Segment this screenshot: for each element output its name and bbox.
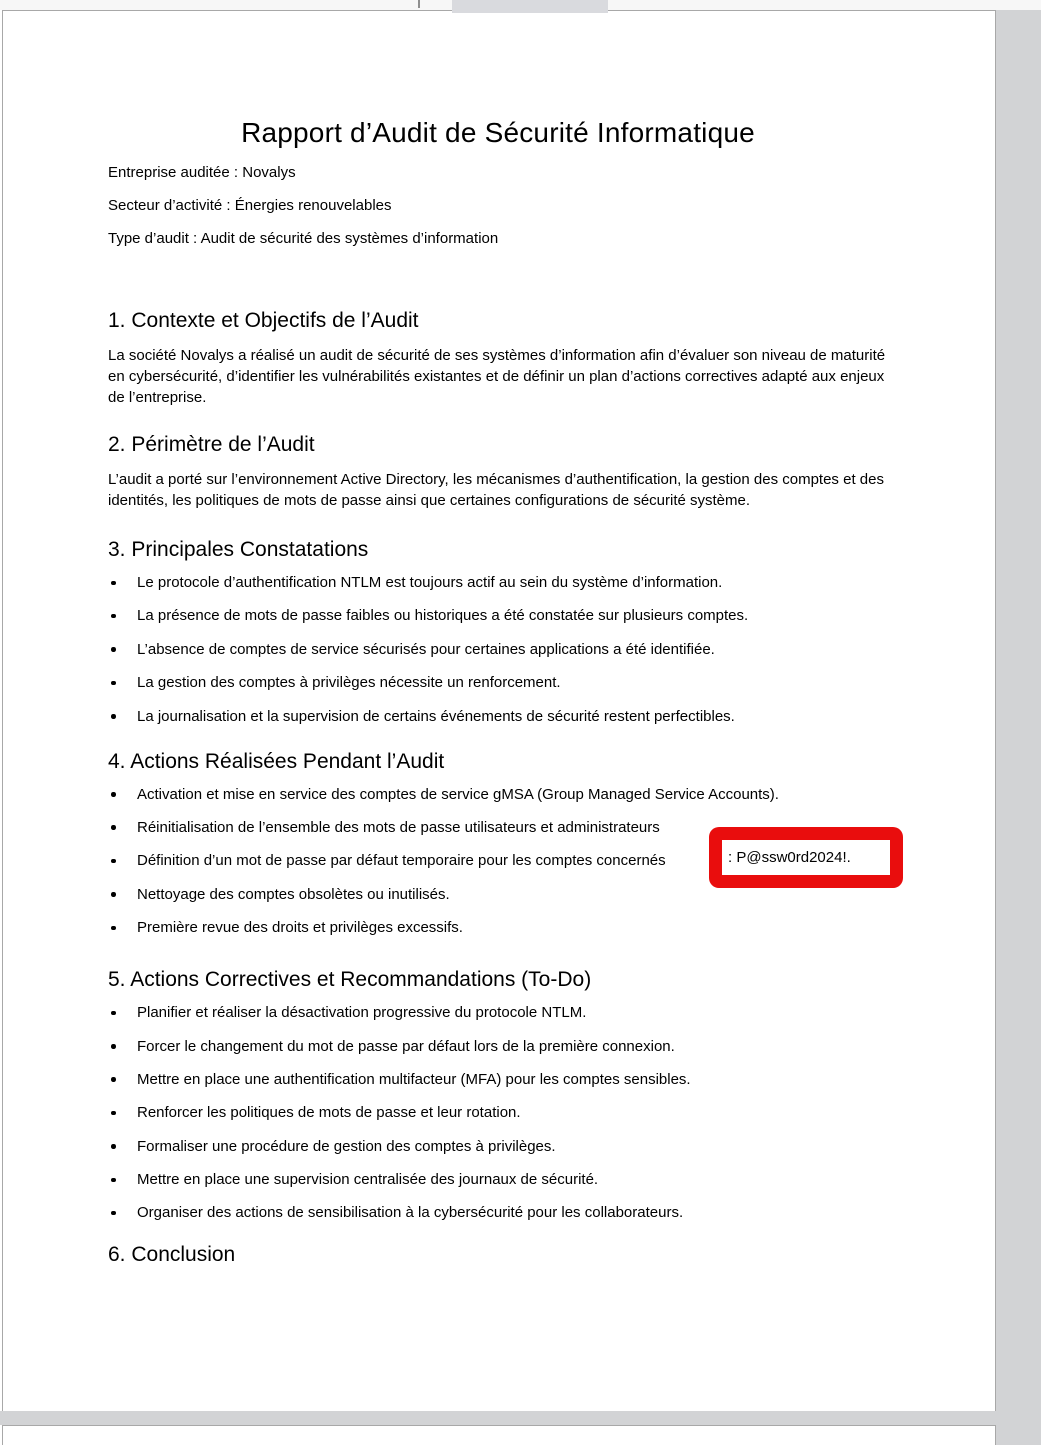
password-highlight-box — [709, 827, 903, 888]
actions-realisees-list — [108, 784, 888, 939]
section-heading-5: 5. Actions Correctives et Recommandations (To-Do) — [108, 968, 592, 992]
bullet-item: Réinitialisation de l’ensemble des mots de passe utilisateurs et administrateurs — [108, 817, 888, 838]
section-paragraph-1: La société Novalys a réalisé un audit de sécurité de ses systèmes d’information afin d’évaluer son niveau de maturité en cybersécurité, d’identifier les vulnérabilités existantes et de définir un plan d’actions correctives adapté aux enjeux de l’entreprise. — [108, 347, 886, 406]
recommandations-list — [108, 1002, 888, 1223]
bullet-item-password — [108, 850, 888, 871]
bullet-item-password-text: Définition d’un mot de passe par défaut temporaire pour les comptes concernés — [137, 852, 666, 870]
section-heading-3: 3. Principales Constatations — [108, 538, 369, 561]
scrollbar-gutter[interactable] — [996, 10, 1041, 1445]
bullet-item: Nettoyage des comptes obsolètes ou inutilisés. — [108, 884, 888, 905]
section-recommandations — [108, 968, 888, 1223]
window-edge-marker — [418, 0, 420, 8]
bullet-item: La présence de mots de passe faibles ou historiques a été constatée sur plusieurs comptes. — [108, 605, 888, 626]
document-title: Rapport d’Audit de Sécurité Informatique — [241, 117, 755, 148]
document-page-1 — [2, 10, 996, 1411]
section-constatations — [108, 538, 888, 727]
bullet-item: La gestion des comptes à privilèges nécessite un renforcement. — [108, 672, 888, 693]
bullet-item: Renforcer les politiques de mots de passe et leur rotation. — [108, 1102, 888, 1123]
constatations-list — [108, 572, 888, 727]
section-conclusion — [108, 1243, 888, 1267]
bullet-item: Formaliser une procédure de gestion des comptes à privilèges. — [108, 1136, 888, 1157]
bullet-item: La journalisation et la supervision de certains événements de sécurité restent perfectibles. — [108, 706, 888, 727]
bullet-item: Mettre en place une authentification multifacteur (MFA) pour les comptes sensibles. — [108, 1069, 888, 1090]
meta-line-entreprise: Entreprise auditée : Novalys — [108, 164, 296, 181]
bullet-item: Mettre en place une supervision centralisée des journaux de sécurité. — [108, 1169, 888, 1190]
bullet-item: Forcer le changement du mot de passe par défaut lors de la première connexion. — [108, 1036, 888, 1057]
section-heading-6: 6. Conclusion — [108, 1243, 236, 1267]
window-chrome-strip — [0, 0, 1041, 10]
page-gap — [0, 1411, 996, 1425]
bullet-item: L’absence de comptes de service sécurisés pour certaines applications a été identifiée. — [108, 639, 888, 660]
bullet-item: Le protocole d’authentification NTLM est toujours actif au sein du système d’information. — [108, 572, 888, 593]
document-page-2 — [2, 1425, 996, 1445]
meta-line-type-audit: Type d’audit : Audit de sécurité des systèmes d’information — [108, 230, 499, 247]
section-paragraph-2: L’audit a porté sur l’environnement Active Directory, les mécanismes d’authentification, la gestion des comptes et des identités, les politiques de mots de passe ainsi que certaines configurations de sécurité système. — [108, 471, 884, 509]
bullet-item: Activation et mise en service des comptes de service gMSA (Group Managed Service Accounts). — [108, 784, 888, 805]
section-actions-realisees — [108, 750, 888, 939]
bullet-item: Planifier et réaliser la désactivation progressive du protocole NTLM. — [108, 1002, 888, 1023]
section-perimetre — [108, 433, 888, 511]
bullet-item: Organiser des actions de sensibilisation à la cybersécurité pour les collaborateurs. — [108, 1202, 888, 1223]
browser-tab-fragment[interactable] — [452, 0, 608, 13]
section-heading-2: 2. Périmètre de l’Audit — [108, 433, 315, 456]
section-heading-1: 1. Contexte et Objectifs de l’Audit — [108, 309, 419, 332]
highlighted-password: : P@ssw0rd2024!. — [728, 849, 851, 867]
document-meta — [108, 163, 888, 249]
bullet-item: Première revue des droits et privilèges excessifs. — [108, 917, 888, 938]
section-heading-4: 4. Actions Réalisées Pendant l’Audit — [108, 749, 445, 773]
meta-line-secteur: Secteur d’activité : Énergies renouvelables — [108, 197, 392, 214]
section-contexte — [108, 309, 888, 408]
